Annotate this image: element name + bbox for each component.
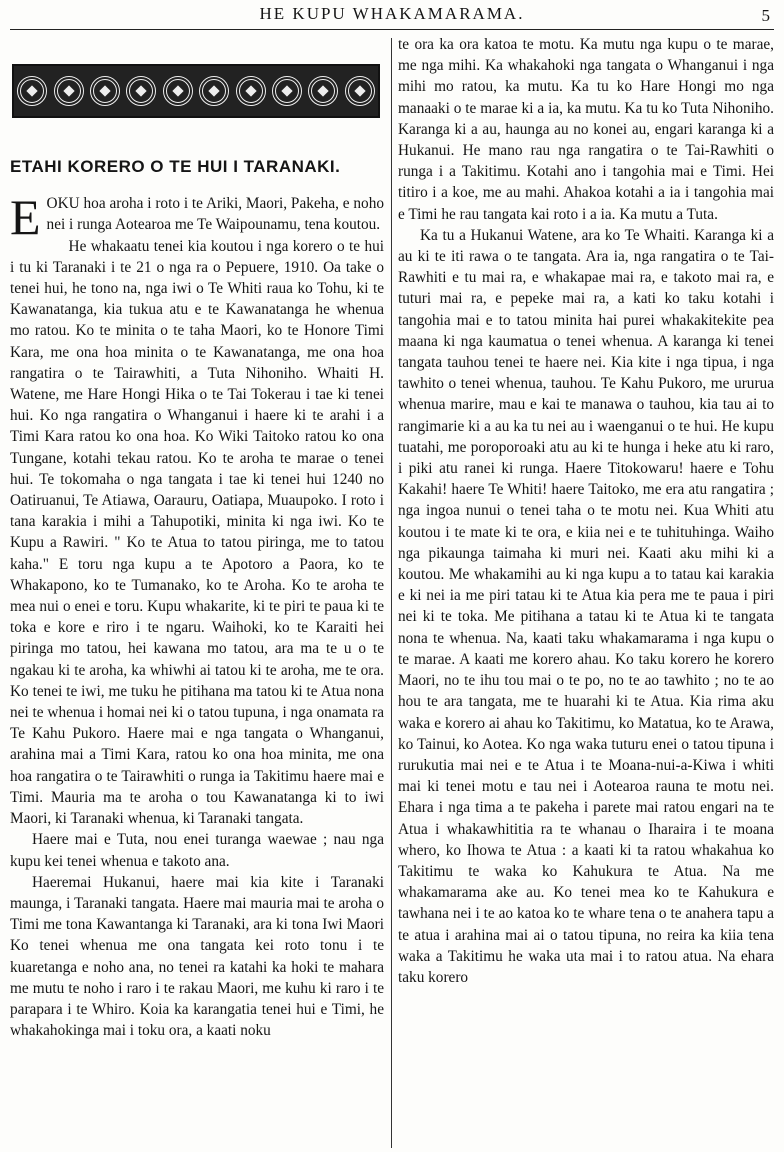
rosette-ornament-icon — [308, 76, 338, 106]
article-title: ETAHI KORERO O TE HUI I TARANAKI. — [10, 157, 341, 176]
rosette-ornament-icon — [236, 76, 266, 106]
page-header — [0, 2, 784, 28]
paragraph: Ka tu a Hukanui Watene, ara ko Te Whaiti. Karanga ki a au ki te iti rawa o te tangata. Ara ia, nga rangatira o te Tai-Rawhiti e tu mai ra, e whakapae mai ra, e takoto mai ra, e tuturi mai ra, e pepeke mai ra, a kati ko taku kotahi i tangohia mai e to tatou minita hai purei whakakitekite pea maana ki nga kaumatua o tenei whenua. A karanga ki tenei tangata tauhou tenei te haere nei. Kia kite i nga tipua, i nga tawhito o tenei whenua, tauhou. Te Kahu Pukoro, me ururua whenua marire, mau e kai te manawa o tauhou, kia tau ai to rangimarie ki a au ka tu nei au i waenganui o te hui. He kupu tuatahi, me poroporoaki atu au ki te hunga i heke atu ki raro, i piki atu ranei ki runga. Haere Titokowaru! haere e Tohu Kakahi! haere Te Whiti! haere Taitoko, me era atu rangatira ; nga ingoa nunui o tenei taha o te motu nei. Kua Whiti atu koutou i te mate ki te ora, e kiia nei e te tuhituhinga. Waiho nga pikaunga taimaha ki muri nei. Kaati aku mihi ki a koutou. Me whakamihi au ki nga kupu a to tatau kai karakia e ki nei ia me piri tatau ki te Atua kia pera me te paua i piri nei ki te toka. Me pitihana a tatau ki te Atua ki te tangata nona te whenua. Na, kaati taku whakamarama i nga kupu o te marae. A kaati me korero ahau. Ko taku korero he korero Maori, no te ihu tou mai o te po, no te ao tawhito ; no te ao hou te ara tangata, me te huarahi ki te Atua. Kia rima aku waka e korero ai ahau ko Takitimu, ko Matatua, ko te Arawa, ko Tainui, ko Aotea. Ko nga waka tuturu enei o tatou tipuna i rurukutia mai nei e te Atua i te Moana-nui-a-Kiwa i whiti mai ki tenei motu e tau nei i Aotearoa rauna te motu nei. Ehara i nga tima a te pakeha i parete mai ratou engari na te Atua i whakawhititia ra te whanau o Iharaira i te moana whero, ko Ihowa te Atua : a kaati ki ta ratou whakahua ko Takitimu te waka ko Kahukura te Atua. Na me whakamarama ake au. Ko tenei mea ko te Kahukura e tawhana nei i te ao katoa ko te whare tena o te anahera tapu a te atua i arahina mai ai o tatou tipuna, no reira ka kiia tena waka a Takitimu he waka uta mai i to ratou atua. Na ehara taku korero — [398, 226, 774, 986]
rosette-ornament-icon — [163, 76, 193, 106]
rosette-ornament-icon — [345, 76, 375, 106]
left-column — [10, 34, 384, 1041]
rosette-ornament-icon — [90, 76, 120, 106]
paragraph-opening — [10, 189, 384, 246]
page-number: 5 — [761, 6, 770, 25]
paragraph: Haeremai Hukanui, haere mai kia kite i Taranaki maunga, i Taranaki tangata. Haere mai mauria mai te aroha o Timi me tona Kawantanga ki Taranaki, ara ki tona Iwi Maori Ko tenei whenua me ona tangata kei roto tonu i te kuaretanga e noho ana, no tenei ra katahi ka hoki te mahara me mutu te noho i raro i te rakau Maori, me kuhu ki raro i te parapara i te Whiro. Koia ka karangatia tenei hui e Timi, he whakahokinga mai i toku ora, a kaati noku — [10, 873, 384, 1040]
paragraph: He whakaatu tenei kia koutou i nga korero o te hui i tu ki Taranaki i te 21 o nga ra o Pepuere, 1910. Oa take o tenei hui, he tono na, nga iwi o Te Whiti raua ko Tohu, ki te Kawanatanga, kia tukua atu e te Kawanatanga he whenua mo ratou. Ko te minita o te taha Maori, ko te Honore Timi Kara, me ona hoa minita o te Kawanatanga, me ona hoa rangatira o te Tairawhiti, a Tuta Nihoniho. Whaiti H. Watene, me Hare Hongi Hika o te Tai Tokerau i tae ki tenei hui. Ko nga rangatira o Whanganui i haere ki te arahi i a Timi Kara ratou ko ona hoa. Ko Wiki Taitoko ratou ko ona Tungane, kotahi tekau ratou. Ko te aroha te marae o tenei hui. Te tokomaha o nga tangata i tae ki tenei hui 1240 no Oatiruanui, Te Atiawa, Oarauru, Oatiapa, Muaupoko. I roto i tana karakia i mihi a Tahupotiki, minita ki nga iwi. Ko te Kupu a Rawiri. " Ko te Atua to tatou piringa, me to tatou kaha." E toru nga kupu a te Apotoro a Paora, ko te Whakapono, ko te Tumanako, ko te Aroha. Ko te aroha te mea nui o enei e toru. Kupu whakarite, ki te piri te paua ki te toka e kore e riro i te ngaru. Waihoki, ko te Karaiti hei piringa mo tatou, hei kawana mo tatou, ara ma te u o te ngakau ki te aroha, ka whiwhi ai tatou ki te aroha, me te ora. Ko tenei te iwi, me tuku he pitihana ma tatou ki te Atua nona nei te whenua i homai nei ki o tatou tupuna, i nga onamata ra Te Kahu Pukoro. Haere mai e nga tangata o Whanganui, arahina mai a Timi Kara, ratou ko ona hoa minita, me ona hoa rangatira o te Tairawhiti o runga ia Takitimu haere mai e Timi. Mauria ma te aroha o tou Kawanatanga ki to iwi Maori, ki Taranaki whenua, ki Taranaki tangata. — [10, 237, 384, 828]
rosette-ornament-icon — [199, 76, 229, 106]
header-rule — [10, 29, 774, 30]
rosette-ornament-icon — [17, 76, 47, 106]
rosette-ornament-icon — [54, 76, 84, 106]
right-column — [398, 34, 774, 988]
decorative-border-ornament — [12, 64, 380, 118]
paragraph-opening-text: OKU hoa aroha i roto i te Ariki, Maori, Pakeha, e noho nei i runga Aotearoa me Te Waipounamu, tena koutou. — [46, 195, 384, 234]
drop-cap: E — [10, 189, 41, 246]
rosette-ornament-icon — [272, 76, 302, 106]
paragraph: te ora ka ora katoa te motu. Ka mutu nga kupu o te marae, me nga mihi. Ka whakahoki nga tangata o Whanganui i nga mihi mo ratou, ka mutu. Ka tu ko Hare Hongi mo nga manaaki o te marae ki a ia, ka mutu. Ka tu ko Tuta Nihoniho. Karanga ki a au, haunga au no konei au, engari karanga ki a Hukanui. He mano rau nga rangatira o te Tai-Rawhiti o runga i a Takitimu. Kotahi ano i tangohia mai e Timi. Hei titiro i a koe, me au mahi. Ahakoa kotahi a ia i tangohia mai e Timi he rau tangata kai roto i a ia. Ka mutu a Tuta. — [398, 36, 774, 223]
running-title: HE KUPU WHAKAMARAMA. — [259, 4, 525, 23]
column-divider — [391, 38, 392, 1148]
rosette-ornament-icon — [126, 76, 156, 106]
paragraph: Haere mai e Tuta, nou enei turanga waewae ; nau nga kupu kei tenei whenua e takoto ana. — [10, 831, 384, 870]
